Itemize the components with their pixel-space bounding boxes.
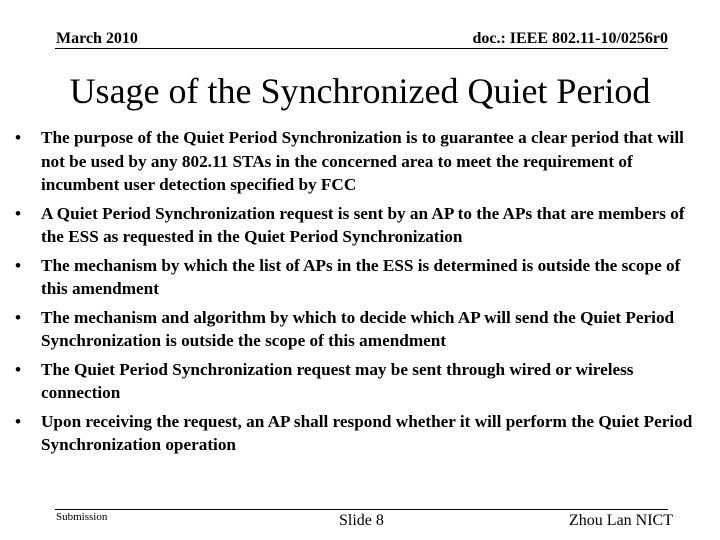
bullet-text: The purpose of the Quiet Period Synchronization is to guarantee a clear period that will not be used by any 802.11 STAs in the concerned area to meet the requirement of incumbent user detection specified by FCC	[41, 128, 684, 194]
bullet-item	[14, 358, 694, 405]
bullet-item	[14, 126, 694, 197]
bullet-marker: •	[15, 411, 22, 431]
bullet-list	[14, 126, 694, 462]
slide-title: Usage of the Synchronized Quiet Period	[69, 71, 651, 111]
header-date: March 2010	[56, 30, 138, 47]
bullet-text: Upon receiving the request, an AP shall respond whether it will perform the Quiet Period Synchronization operation	[41, 411, 693, 454]
header-divider	[55, 48, 668, 49]
bullet-marker: •	[15, 359, 22, 379]
bullet-item	[14, 254, 694, 301]
bullet-marker: •	[15, 255, 22, 275]
footer-slide-number: Slide 8	[339, 512, 384, 529]
footer-author: Zhou Lan NICT	[569, 512, 673, 529]
bullet-text: The mechanism by which the list of APs in the ESS is determined is outside the scope of this amendment	[41, 255, 681, 298]
footer-divider	[55, 509, 668, 510]
header-doc-id: doc.: IEEE 802.11-10/0256r0	[472, 30, 668, 47]
footer-submission: Submission	[56, 511, 108, 523]
bullet-text: The Quiet Period Synchronization request may be sent through wired or wireless connection	[41, 359, 634, 402]
bullet-text: A Quiet Period Synchronization request is sent by an AP to the APs that are members of the ESS as requested in the Quiet Period Synchronization	[41, 203, 685, 246]
bullet-marker: •	[15, 203, 22, 223]
bullet-marker: •	[15, 128, 22, 147]
bullet-text: The mechanism and algorithm by which to decide which AP will send the Quiet Period Synchronization is outside the scope of this amendment	[41, 307, 675, 350]
bullet-item	[14, 202, 694, 249]
bullet-item	[14, 306, 694, 353]
bullet-item	[14, 410, 694, 457]
bullet-marker: •	[15, 307, 22, 327]
